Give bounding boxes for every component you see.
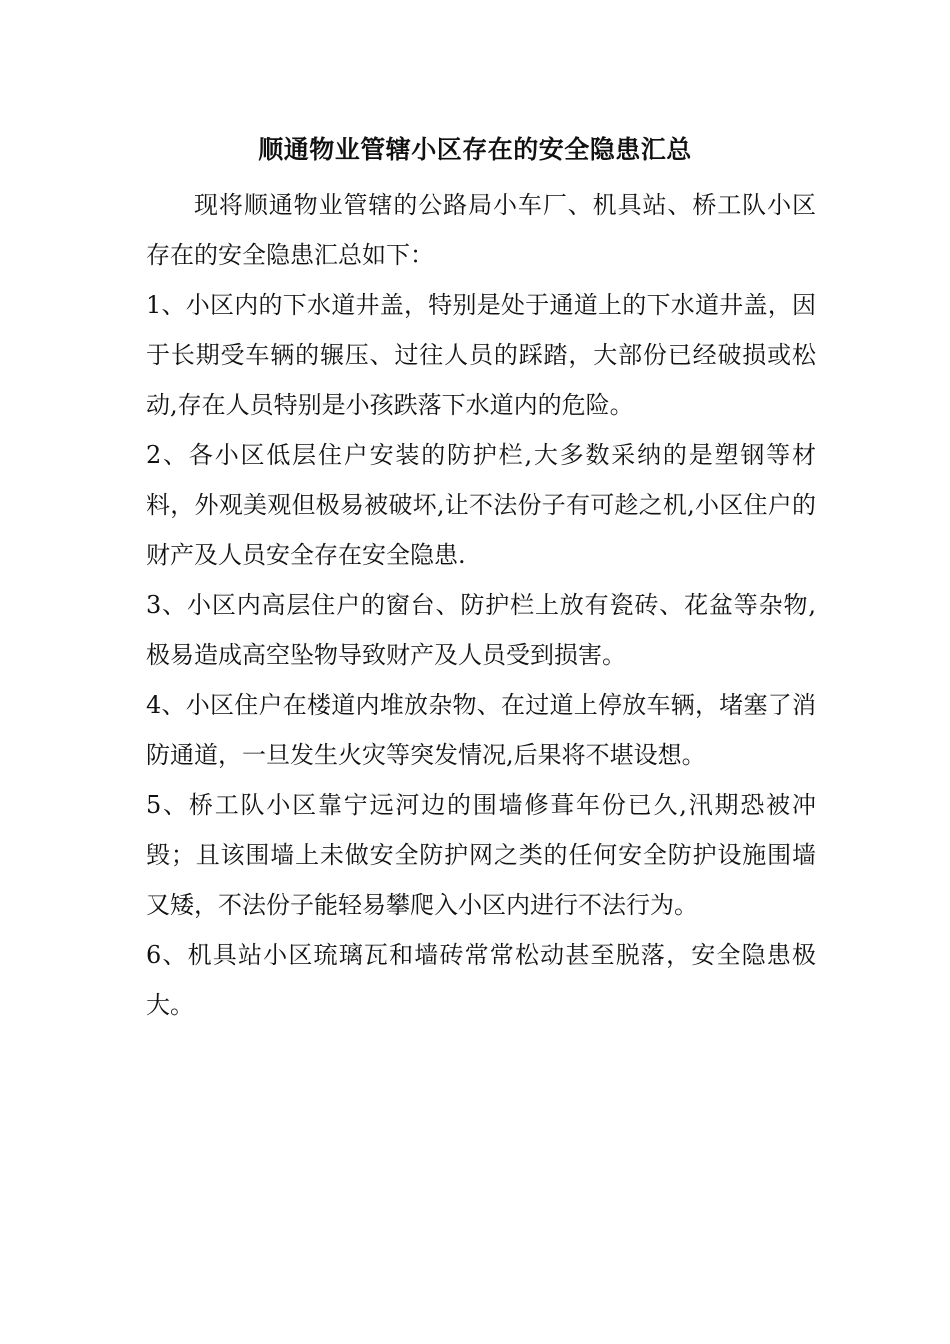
document-body [146, 180, 816, 1030]
hazard-item-6: 6、机具站小区琉璃瓦和墙砖常常松动甚至脱落，安全隐患极大。 [146, 941, 816, 1019]
hazard-item-2: 2、各小区低层住户安装的防护栏,大多数采纳的是塑钢等材料，外观美观但极易被破坏,让不法份子有可趁之机,小区住户的财产及人员安全存在安全隐患. [146, 441, 816, 569]
hazard-item-1: 1、小区内的下水道井盖，特别是处于通道上的下水道井盖，因于长期受车辆的辗压、过往人员的踩踏，大部份已经破损或松动,存在人员特别是小孩跌落下水道内的危险。 [146, 291, 816, 419]
document-title: 顺通物业管辖小区存在的安全隐患汇总 [258, 135, 692, 164]
hazard-item-3: 3、小区内高层住户的窗台、防护栏上放有瓷砖、花盆等杂物,极易造成高空坠物导致财产及人员受到损害。 [146, 591, 816, 669]
hazard-item-4: 4、小区住户在楼道内堆放杂物、在过道上停放车辆，堵塞了消防通道，一旦发生火灾等突发情况,后果将不堪设想。 [146, 691, 816, 769]
hazard-item-5: 5、桥工队小区靠宁远河边的围墙修葺年份已久,汛期恐被冲毁；且该围墙上未做安全防护网之类的任何安全防护设施围墙又矮，不法份子能轻易攀爬入小区内进行不法行为。 [146, 791, 816, 919]
intro-paragraph: 现将顺通物业管辖的公路局小车厂、机具站、桥工队小区存在的安全隐患汇总如下： [146, 191, 816, 269]
